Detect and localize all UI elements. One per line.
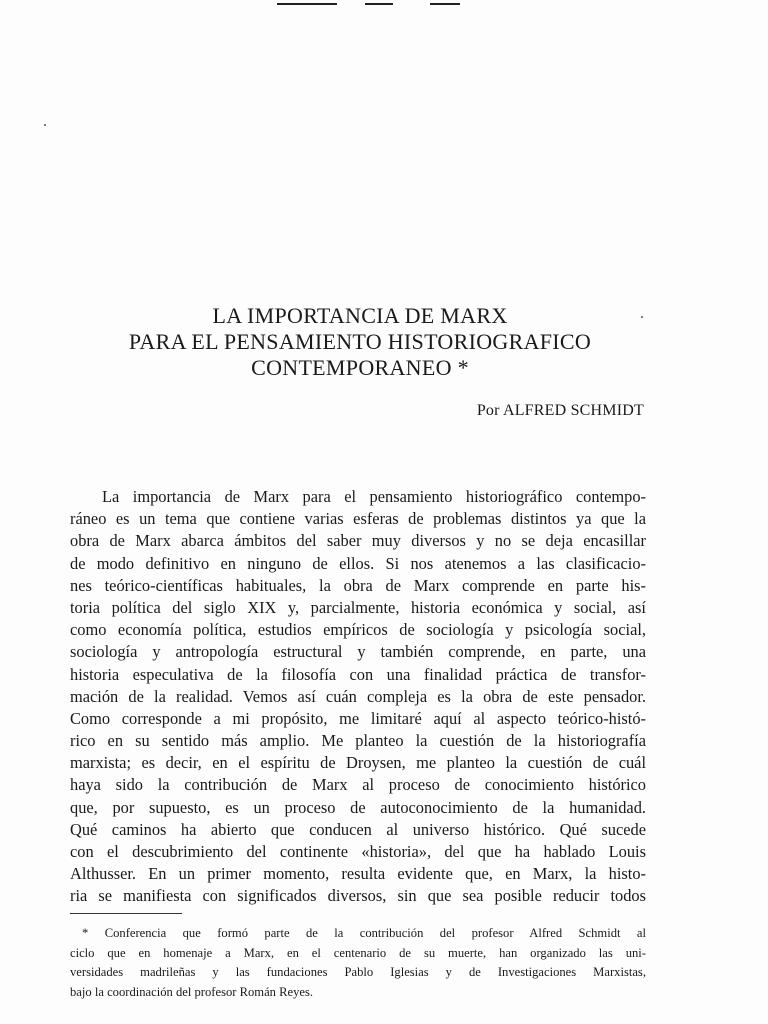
author-byline: Por ALFRED SCHMIDT xyxy=(476,402,644,419)
footnote-line: bajo la coordinación del profesor Román Reyes. xyxy=(70,984,314,999)
text-line: ria se manifiesta con significados diversos, sin que sea posible reducir todos xyxy=(70,886,646,906)
text-line: rico en su sentido más amplio. Me planteo la cuestión de la historiografía xyxy=(70,731,646,751)
text-line: Althusser. En un primer momento, resulta evidente que, en Marx, la histo- xyxy=(70,864,646,884)
text-line: con el descubrimiento del continente «historia», del que ha hablado Louis xyxy=(70,842,646,861)
text-line: Como corresponde a mi propósito, me limitaré aquí al aspecto teórico-histó- xyxy=(70,708,646,728)
text-line: toria política del siglo XIX y, parcialmente, historia económica y social, así xyxy=(70,597,646,617)
footnote xyxy=(70,924,646,1002)
footnote-separator xyxy=(70,913,182,914)
title-line: LA IMPORTANCIA DE MARX xyxy=(212,303,508,328)
footnote-line: versidades madrileñas y las fundaciones Pablo Iglesias y de Investigaciones Marxistas, xyxy=(70,965,646,979)
body-paragraph xyxy=(70,486,646,908)
text-line: La importancia de Marx para el pensamiento historiográfico contempo- xyxy=(102,487,646,506)
text-line: como economía política, estudios empíricos de sociología y psicología social, xyxy=(70,620,646,640)
footnote-line: * Conferencia que formó parte de la contribución del profesor Alfred Schmidt al xyxy=(82,926,646,940)
text-line: ráneo es un tema que contiene varias esferas de problemas distintos ya que la xyxy=(70,509,646,529)
article-title xyxy=(70,303,650,381)
title-line: PARA EL PENSAMIENTO HISTORIOGRAFICO xyxy=(128,329,592,354)
text-line: nes teórico-científicas habituales, la obra de Marx comprende en parte his- xyxy=(70,575,646,595)
text-line: marxista; es decir, en el espíritu de Droysen, me planteo la cuestión de cuál xyxy=(70,753,646,773)
text-line: historia especulativa de la filosofía con una finalidad práctica de transfor- xyxy=(70,664,646,684)
footnote-line: ciclo que en homenaje a Marx, en el centenario de su muerte, han organizado las uni- xyxy=(70,945,646,960)
text-line: haya sido la contribución de Marx al proceso de conocimiento histórico xyxy=(70,775,646,795)
text-line: sociología y antropología estructural y también comprende, en parte, una xyxy=(70,642,646,662)
scan-speck xyxy=(44,124,46,126)
text-line: que, por supuesto, es un proceso de autoconocimiento de la humanidad. xyxy=(70,797,646,817)
text-line: mación de la realidad. Vemos así cuán compleja es la obra de este pensador. xyxy=(70,686,646,706)
title-line: CONTEMPORANEO * xyxy=(251,355,469,380)
text-line: de modo definitivo en ninguno de ellos. Si nos atenemos a las clasificacio- xyxy=(70,553,646,573)
text-line: obra de Marx abarca ámbitos del saber muy diversos y no se deja encasillar xyxy=(70,531,646,551)
header-rule xyxy=(277,3,337,5)
text-line: Qué caminos ha abierto que conducen al universo histórico. Qué sucede xyxy=(70,819,646,839)
header-rule xyxy=(430,3,460,5)
header-rule xyxy=(365,3,393,5)
